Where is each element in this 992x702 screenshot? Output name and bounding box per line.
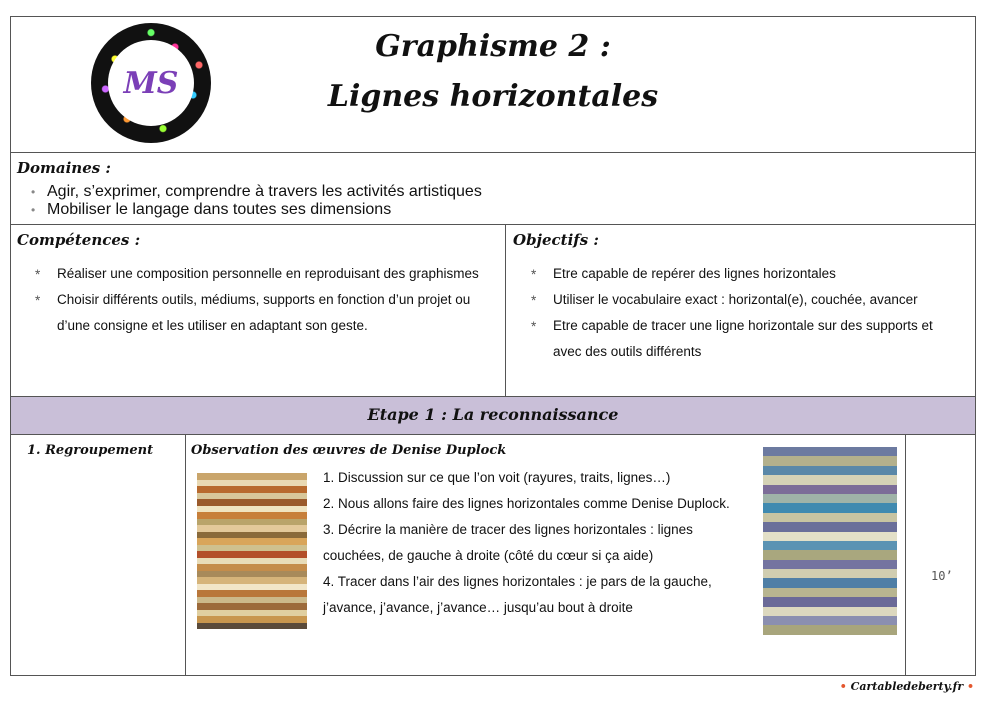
list-item: * Utiliser le vocabulaire exact : horizontal(e), couchée, avancer: [513, 287, 933, 313]
page-title: Graphisme 2 :: [375, 29, 611, 64]
step-item: 1. Discussion sur ce que l’on voit (rayures, traits, lignes…): [323, 470, 671, 485]
list-item: * Choisir différents outils, médiums, supports en fonction d’un projet ou d’une consigne et les utiliser en adaptant son geste.: [17, 287, 487, 339]
lesson-sheet: [10, 16, 976, 676]
list-item: • Agir, s’exprimer, comprendre à travers les activités artistiques: [23, 183, 482, 201]
stripe: [763, 578, 897, 587]
stripe: [763, 475, 897, 484]
activity-steps: [323, 465, 743, 621]
stripe: [763, 550, 897, 559]
domaines-list: [23, 183, 482, 219]
list-item: * Etre capable de repérer des lignes horizontales: [513, 261, 933, 287]
step-item: 4. Tracer dans l’air des lignes horizontales : je pars de la gauche, j’avance, j’avance, j’avance… jusqu’au bout à droite: [323, 574, 712, 615]
competences-label: Compétences :: [17, 231, 141, 249]
step-item: 2. Nous allons faire des lignes horizontales comme Denise Duplock.: [323, 496, 730, 511]
objectifs-list: [513, 261, 933, 365]
logo-label: MS: [108, 40, 194, 126]
stripe: [763, 466, 897, 475]
competences-objectifs-section: [11, 225, 975, 397]
header-row: [11, 17, 975, 153]
stripe: [763, 569, 897, 578]
site-footer: [840, 680, 974, 693]
stripe: [197, 623, 307, 630]
bullet-dot-icon: •: [966, 680, 974, 693]
stripe: [763, 485, 897, 494]
stripe: [763, 503, 897, 512]
etape-title: Etape 1 : La reconnaissance: [367, 405, 619, 424]
stripe: [763, 625, 897, 634]
footer-text: Cartabledeberty.fr: [850, 680, 964, 693]
competences-list: [17, 261, 487, 339]
stripe: [763, 456, 897, 465]
stripe: [763, 532, 897, 541]
column-divider: [505, 225, 506, 396]
stripe: [763, 513, 897, 522]
stripe: [763, 447, 897, 456]
domaines-label: Domaines :: [17, 159, 111, 177]
stripe: [763, 607, 897, 616]
step-item: 3. Décrire la manière de tracer des lignes horizontales : lignes couchées, de gauche à droite (côté du cœur si ça aide): [323, 522, 693, 563]
domaines-section: [11, 153, 975, 225]
stripe: [763, 588, 897, 597]
column-divider: [185, 435, 186, 675]
stripe: [763, 522, 897, 531]
artwork-right-image: [763, 447, 897, 635]
page-subtitle: Lignes horizontales: [327, 79, 659, 114]
stripe: [763, 597, 897, 606]
bullet-dot-icon: •: [839, 680, 847, 693]
activity-row: [11, 435, 975, 675]
stripe: [763, 494, 897, 503]
list-item: * Etre capable de tracer une ligne horizontale sur des supports et avec des outils différents: [513, 313, 933, 365]
column-divider: [905, 435, 906, 675]
etape-banner: [11, 397, 975, 435]
artwork-left-image: [197, 473, 307, 629]
list-item: • Mobiliser le langage dans toutes ses dimensions: [23, 201, 482, 219]
list-item: * Réaliser une composition personnelle en reproduisant des graphismes: [17, 261, 487, 287]
stripe: [763, 541, 897, 550]
objectifs-label: Objectifs :: [513, 231, 599, 249]
observation-title: Observation des œuvres de Denise Duplock: [191, 443, 507, 458]
stripe: [763, 616, 897, 625]
activity-name: 1. Regroupement: [27, 443, 154, 458]
duration-label: 10’: [931, 569, 953, 583]
stripe: [763, 560, 897, 569]
